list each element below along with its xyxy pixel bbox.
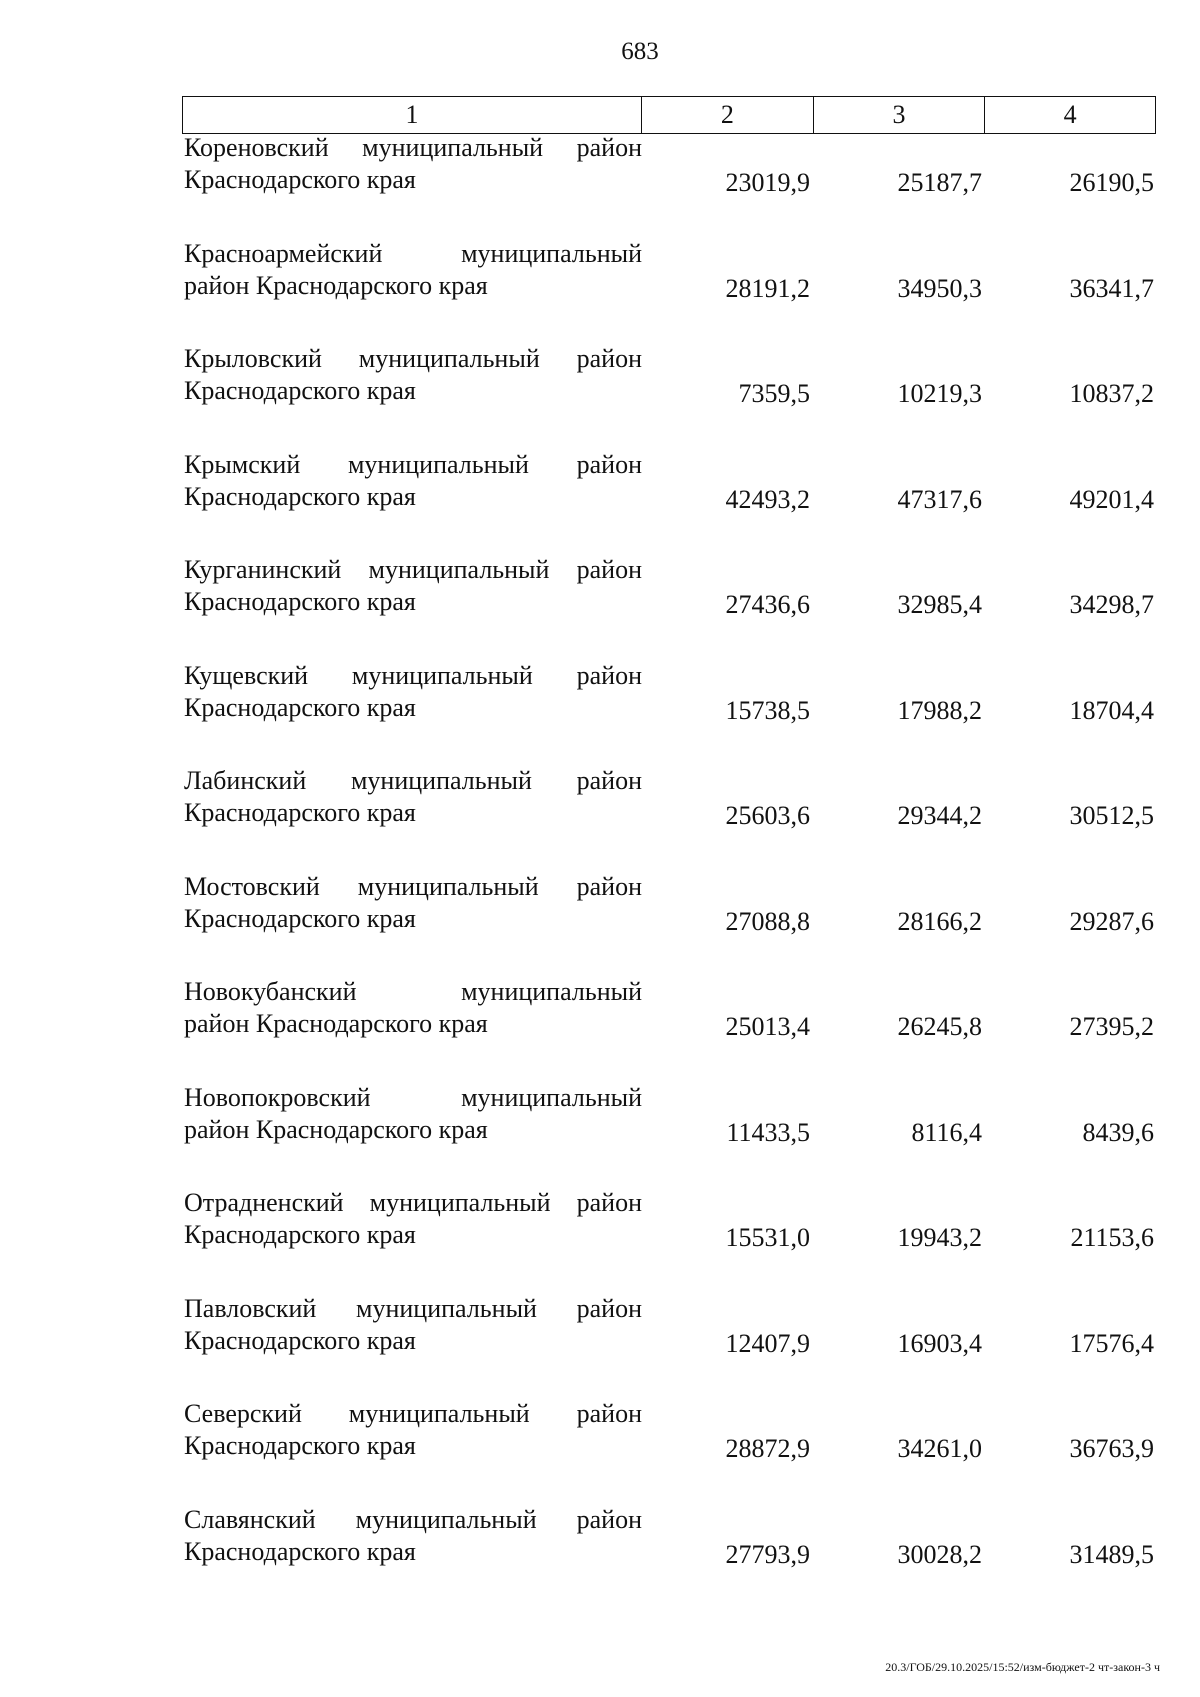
district-name-line-1: Лабинский муниципальный район: [184, 766, 642, 795]
value-col-4: 36763,9: [1069, 1434, 1154, 1463]
district-name: [184, 1293, 642, 1357]
table-header: [182, 96, 1156, 134]
table-body: [182, 132, 1156, 1609]
district-name: [184, 343, 642, 407]
district-name-line-2: Краснодарского края: [184, 1431, 416, 1460]
value-col-2: 23019,9: [725, 168, 810, 197]
value-col-3: 26245,8: [897, 1012, 982, 1041]
value-col-4: 49201,4: [1069, 484, 1154, 514]
district-name-line-2: район Краснодарского края: [184, 270, 488, 300]
district-name: [184, 1082, 642, 1146]
district-name: [184, 238, 642, 302]
table-row: [182, 660, 1156, 766]
value-col-2: 42493,2: [725, 484, 810, 514]
value-col-4: 18704,4: [1069, 695, 1154, 725]
value-col-2: 15738,5: [725, 695, 810, 725]
document-footer: 20.3/ГОБ/29.10.2025/15:52/изм-бюджет-2 чт-закон-3 ч: [885, 1660, 1160, 1674]
value-col-2: 25603,6: [725, 801, 810, 830]
value-col-2: 25013,4: [725, 1012, 810, 1041]
value-col-2: 27088,8: [725, 906, 810, 936]
district-name-line-1: Курганинский муниципальный район: [184, 555, 642, 584]
district-name-line-1: Мостовский муниципальный район: [184, 871, 642, 901]
district-name-line-1: Новопокровский муниципальный: [184, 1082, 642, 1112]
district-name: [184, 1398, 642, 1462]
value-col-3: 29344,2: [897, 801, 982, 830]
header-cell-1: 1: [183, 97, 642, 133]
value-col-3: 28166,2: [897, 906, 982, 936]
table-row: [182, 765, 1156, 871]
value-col-2: 27793,9: [725, 1539, 810, 1569]
value-col-3: 16903,4: [897, 1328, 982, 1358]
table-row: [182, 132, 1156, 238]
district-name-line-2: Краснодарского края: [184, 481, 416, 511]
value-col-2: 15531,0: [725, 1223, 810, 1252]
header-cell-2: 2: [642, 97, 814, 133]
value-col-4: 30512,5: [1069, 801, 1154, 830]
value-col-4: 27395,2: [1069, 1012, 1154, 1041]
table-row: [182, 1187, 1156, 1293]
district-name-line-1: Славянский муниципальный район: [184, 1504, 642, 1534]
table-row: [182, 554, 1156, 660]
value-col-4: 29287,6: [1069, 906, 1154, 936]
header-cell-3: 3: [814, 97, 986, 133]
value-col-2: 27436,6: [725, 590, 810, 619]
value-col-2: 28872,9: [725, 1434, 810, 1463]
district-name-line-2: Краснодарского края: [184, 903, 416, 933]
value-col-4: 26190,5: [1069, 168, 1154, 197]
value-col-3: 17988,2: [897, 695, 982, 725]
table-row: [182, 449, 1156, 555]
value-col-3: 25187,7: [897, 168, 982, 197]
district-name: [184, 1187, 642, 1251]
district-name: [184, 765, 642, 829]
value-col-2: 7359,5: [738, 379, 810, 408]
district-name-line-1: Северский муниципальный район: [184, 1399, 642, 1428]
table-row: [182, 238, 1156, 344]
value-col-3: 47317,6: [897, 484, 982, 514]
value-col-4: 31489,5: [1069, 1539, 1154, 1569]
value-col-4: 8439,6: [1082, 1117, 1154, 1147]
value-col-4: 34298,7: [1069, 590, 1154, 619]
value-col-2: 12407,9: [725, 1328, 810, 1358]
district-name-line-2: Краснодарского края: [184, 376, 416, 405]
district-name-line-1: Красноармейский муниципальный: [184, 238, 642, 268]
value-col-3: 32985,4: [897, 590, 982, 619]
value-col-4: 36341,7: [1069, 273, 1154, 303]
district-name-line-2: Краснодарского края: [184, 165, 416, 194]
table-row: [182, 976, 1156, 1082]
district-name-line-1: Кущевский муниципальный район: [184, 660, 642, 690]
value-col-2: 28191,2: [725, 273, 810, 303]
value-col-3: 19943,2: [897, 1223, 982, 1252]
page-number: 683: [621, 38, 659, 65]
value-col-3: 10219,3: [897, 379, 982, 408]
district-name: [184, 132, 642, 196]
district-name: [184, 1504, 642, 1568]
district-name-line-2: район Краснодарского края: [184, 1114, 488, 1144]
district-name-line-2: Краснодарского края: [184, 1325, 416, 1355]
district-name-line-1: Крымский муниципальный район: [184, 449, 642, 479]
district-name: [184, 554, 642, 618]
table-row: [182, 1293, 1156, 1399]
district-name-line-1: Новокубанский муниципальный: [184, 977, 642, 1006]
table-row: [182, 1398, 1156, 1504]
table-row: [182, 871, 1156, 977]
value-col-4: 10837,2: [1069, 379, 1154, 408]
district-name-line-2: Краснодарского края: [184, 798, 416, 827]
district-name-line-1: Кореновский муниципальный район: [184, 133, 642, 162]
district-name-line-2: Краснодарского края: [184, 1536, 416, 1566]
table-row: [182, 1504, 1156, 1610]
district-name: [184, 449, 642, 513]
district-name-line-2: Краснодарского края: [184, 1220, 416, 1249]
header-cell-4: 4: [1063, 100, 1077, 129]
value-col-2: 11433,5: [726, 1117, 810, 1147]
value-col-4: 21153,6: [1070, 1223, 1154, 1252]
value-col-3: 34950,3: [897, 273, 982, 303]
district-name-line-1: Павловский муниципальный район: [184, 1293, 642, 1323]
table-row: [182, 343, 1156, 449]
value-col-3: 30028,2: [897, 1539, 982, 1569]
district-name: [184, 976, 642, 1040]
value-col-3: 8116,4: [911, 1117, 982, 1147]
value-col-3: 34261,0: [897, 1434, 982, 1463]
value-col-4: 17576,4: [1069, 1328, 1154, 1358]
district-name-line-1: Отрадненский муниципальный район: [184, 1188, 642, 1217]
district-name: [184, 660, 642, 724]
table-row: [182, 1082, 1156, 1188]
district-name-line-1: Крыловский муниципальный район: [184, 344, 642, 373]
district-name-line-2: Краснодарского края: [184, 692, 416, 722]
district-name: [184, 871, 642, 935]
district-name-line-2: Краснодарского края: [184, 587, 416, 616]
district-name-line-2: район Краснодарского края: [184, 1009, 488, 1038]
